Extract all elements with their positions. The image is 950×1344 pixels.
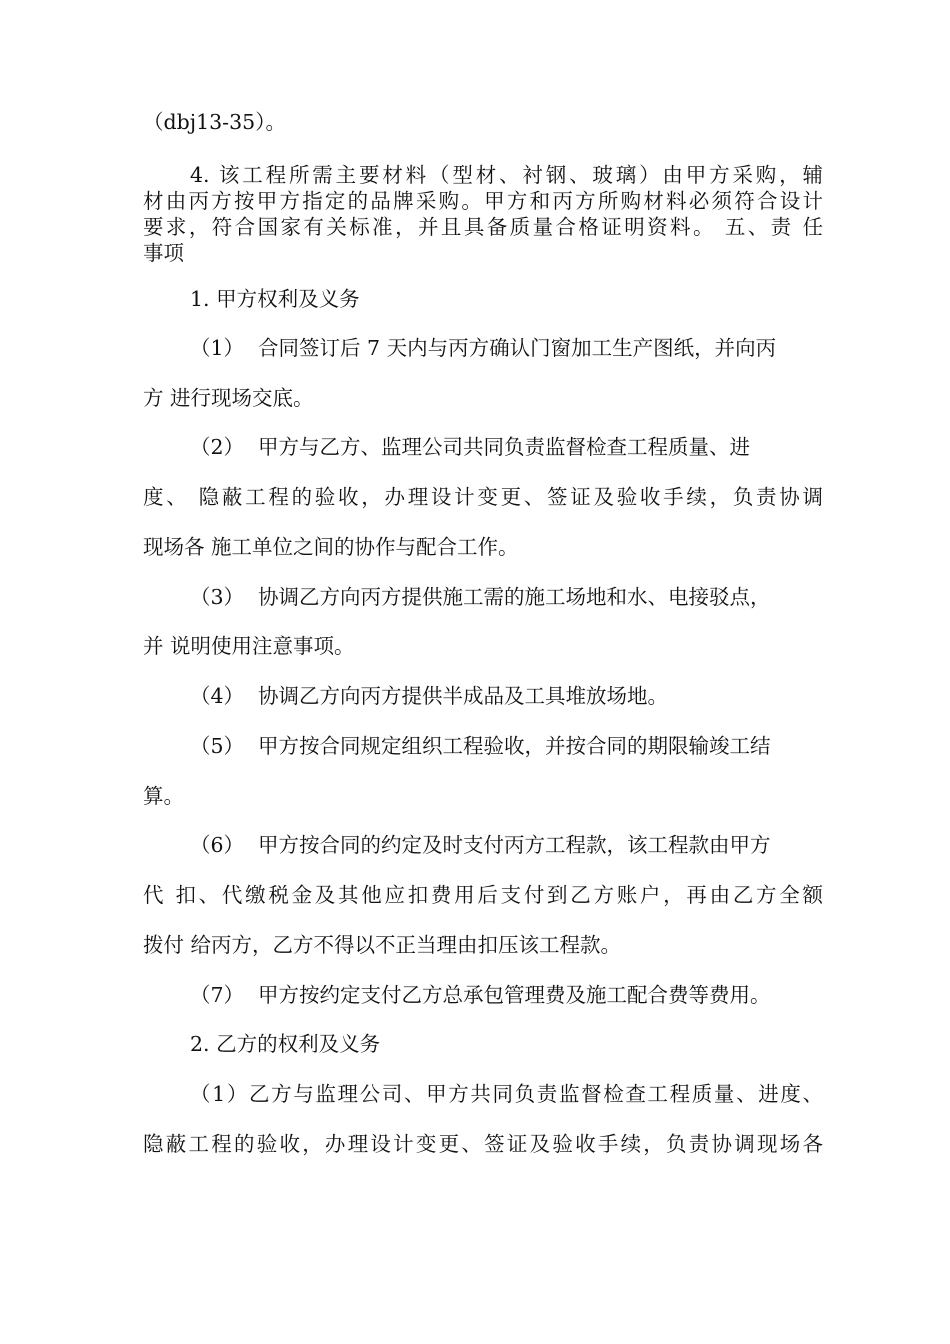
item-number: （6）	[190, 833, 245, 857]
item-number: （4）	[190, 684, 245, 708]
line-text: 方 进行现场交底。	[143, 386, 314, 410]
line-text: （dbj13-35）。	[143, 110, 286, 134]
line-text: 4. 该工程所需主要材料（型材、衬钢、玻璃）由甲方采购，辅	[190, 163, 823, 187]
line-text: 甲方按约定支付乙方总承包管理费及施工配合费等费用。	[258, 983, 771, 1007]
heading-text: 1. 甲方权利及义务	[190, 287, 360, 311]
paragraph-4-line-4	[143, 240, 823, 266]
item-6-line-1	[190, 832, 823, 858]
item-1-line-1	[190, 335, 823, 361]
line-text: 甲方按合同规定组织工程验收，并按合同的期限输竣工结	[258, 734, 771, 758]
line-text: 材由丙方按甲方指定的品牌采购。甲方和丙方所购材料必须符合设计	[143, 189, 823, 213]
item-2-line-1	[190, 434, 823, 460]
item-2-line-2	[143, 484, 823, 510]
item-1-line-2	[143, 385, 823, 411]
item-6-line-2	[143, 882, 823, 908]
line-text: 甲方与乙方、监理公司共同负责监督检查工程质量、进	[258, 435, 750, 459]
line-text: 要求，符合国家有关标准，并且具备质量合格证明资料。 五、责 任	[143, 215, 823, 239]
item-number: （1）	[190, 336, 245, 360]
item-7-line-1	[190, 982, 823, 1008]
line-text: 并 说明使用注意事项。	[143, 634, 355, 658]
item-number: （2）	[190, 435, 245, 459]
line-text: 事项	[143, 241, 184, 265]
item-4-line-1	[190, 683, 823, 709]
paragraph-4-line-1	[190, 162, 823, 188]
item-5-line-2	[143, 783, 823, 809]
item-2-1-line-2	[143, 1131, 823, 1157]
text-line	[143, 109, 823, 135]
item-6-line-3	[143, 932, 823, 958]
line-text: 合同签订后 7 天内与丙方确认门窗加工生产图纸，并向丙	[258, 336, 777, 360]
line-text: 拨付 给丙方，乙方不得以不正当理由扣压该工程款。	[143, 933, 622, 957]
item-number: （7）	[190, 983, 245, 1007]
paragraph-4-line-2	[143, 188, 823, 214]
line-text: 代 扣、代缴税金及其他应扣费用后支付到乙方账户，再由乙方全额	[143, 883, 823, 907]
line-text: 协调乙方向丙方提供施工需的施工场地和水、电接驳点，	[258, 585, 771, 609]
line-text: 算。	[143, 784, 184, 808]
line-text: 协调乙方向丙方提供半成品及工具堆放场地。	[258, 684, 668, 708]
item-number: （3）	[190, 585, 245, 609]
line-text: （1）乙方与监理公司、甲方共同负责监督检查工程质量、进度、	[190, 1082, 823, 1106]
item-2-1-line-1	[190, 1081, 823, 1107]
line-text: 隐蔽工程的验收，办理设计变更、签证及验收手续，负责协调现场各	[143, 1132, 823, 1156]
item-3-line-2	[143, 633, 823, 659]
item-number: （5）	[190, 734, 245, 758]
line-text: 甲方按合同的约定及时支付丙方工程款，该工程款由甲方	[258, 833, 771, 857]
line-text: 现场各 施工单位之间的协作与配合工作。	[143, 535, 519, 559]
heading-text: 2. 乙方的权利及义务	[190, 1032, 381, 1056]
item-3-line-1	[190, 584, 823, 610]
section-heading-1	[190, 286, 823, 312]
paragraph-4-line-3	[143, 214, 823, 240]
item-5-line-1	[190, 733, 823, 759]
section-heading-2	[190, 1031, 823, 1057]
line-text: 度、 隐蔽工程的验收，办理设计变更、签证及验收手续，负责协调	[143, 485, 823, 509]
item-2-line-3	[143, 534, 823, 560]
